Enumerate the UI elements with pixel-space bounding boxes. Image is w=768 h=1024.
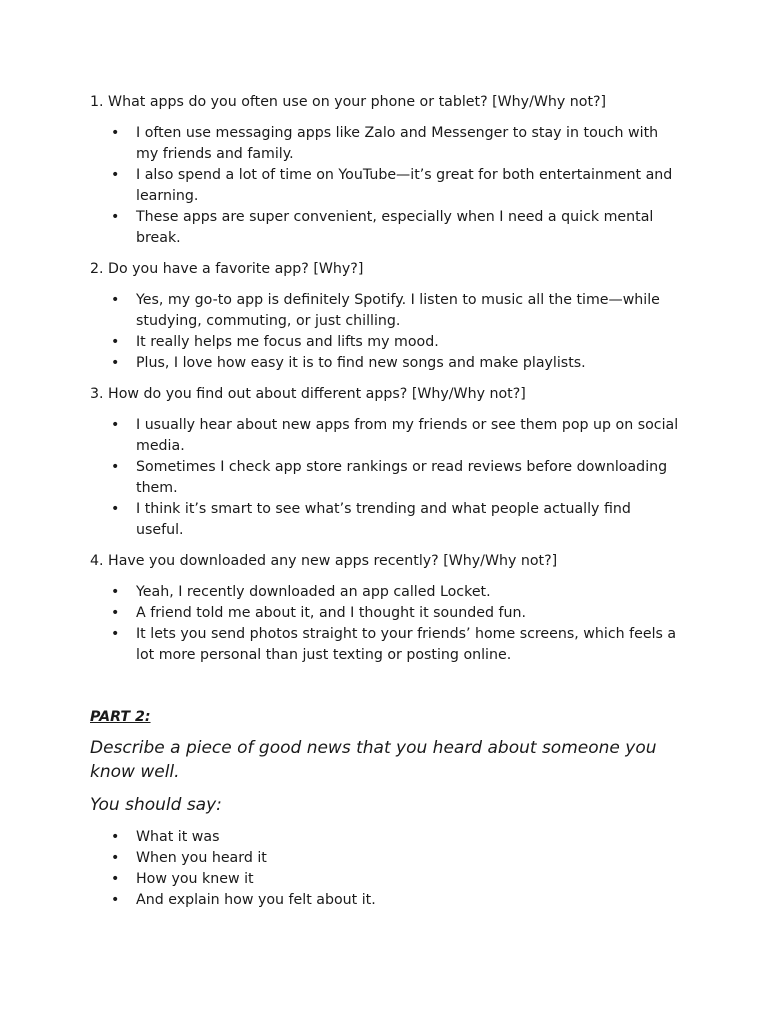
list-item	[90, 290, 682, 332]
answer-text: I think it’s smart to see what’s trending and what people actually find useful.	[136, 501, 631, 538]
answer-text: I often use messaging apps like Zalo and Messenger to stay in touch with my friends and family.	[136, 125, 659, 162]
bullet-icon: •	[111, 334, 120, 350]
question-block	[90, 384, 682, 541]
bullet-icon: •	[111, 292, 120, 308]
list-item	[90, 353, 682, 374]
part2-heading: PART 2:	[90, 709, 151, 725]
bullet-icon: •	[111, 626, 120, 642]
answer-text: I usually hear about new apps from my friends or see them pop up on social media.	[136, 417, 679, 454]
answer-list	[90, 415, 682, 541]
list-item	[90, 624, 682, 666]
answer-text: Sometimes I check app store rankings or read reviews before downloading them.	[136, 459, 668, 496]
cue-card-title: Describe a piece of good news that you heard about someone you know well.	[90, 738, 657, 782]
question-1: 1. What apps do you often use on your phone or tablet? [Why/Why not?]	[90, 94, 607, 110]
bullet-icon: •	[111, 209, 120, 225]
question-2: 2. Do you have a favorite app? [Why?]	[90, 261, 364, 277]
answer-list	[90, 582, 682, 666]
list-item	[90, 165, 682, 207]
bullet-icon: •	[111, 167, 120, 183]
list-item	[90, 890, 682, 911]
answer-text: I also spend a lot of time on YouTube—it’s great for both entertainment and learning.	[136, 167, 673, 204]
list-item	[90, 582, 682, 603]
list-item	[90, 603, 682, 624]
bullet-icon: •	[111, 501, 120, 517]
answer-text: These apps are super convenient, especially when I need a quick mental break.	[136, 209, 654, 246]
list-item	[90, 123, 682, 165]
question-4: 4. Have you downloaded any new apps recently? [Why/Why not?]	[90, 553, 558, 569]
list-item	[90, 827, 682, 848]
list-item	[90, 332, 682, 353]
cue-point-text: How you knew it	[136, 871, 254, 887]
bullet-icon: •	[111, 584, 120, 600]
bullet-icon: •	[111, 829, 120, 845]
cue-point-text: What it was	[136, 829, 220, 845]
bullet-icon: •	[111, 605, 120, 621]
answer-list	[90, 290, 682, 374]
list-item	[90, 869, 682, 890]
question-block	[90, 92, 682, 249]
cue-point-text: And explain how you felt about it.	[136, 892, 376, 908]
list-item	[90, 848, 682, 869]
answer-text: A friend told me about it, and I thought it sounded fun.	[136, 605, 526, 621]
bullet-icon: •	[111, 850, 120, 866]
cue-card-subheading: You should say:	[90, 795, 222, 815]
list-item	[90, 415, 682, 457]
bullet-icon: •	[111, 355, 120, 371]
list-item	[90, 499, 682, 541]
bullet-icon: •	[111, 459, 120, 475]
part2-section	[90, 707, 682, 911]
answer-list	[90, 123, 682, 249]
bullet-icon: •	[111, 417, 120, 433]
answer-text: Yeah, I recently downloaded an app called Locket.	[136, 584, 491, 600]
bullet-icon: •	[111, 892, 120, 908]
cue-point-list	[90, 827, 682, 911]
answer-text: Yes, my go-to app is definitely Spotify. I listen to music all the time—while studying, commuting, or just chilling.	[136, 292, 660, 329]
question-block	[90, 551, 682, 666]
bullet-icon: •	[111, 871, 120, 887]
answer-text: It lets you send photos straight to your friends’ home screens, which feels a lot more personal than just texting or posting online.	[136, 626, 677, 663]
list-item	[90, 457, 682, 499]
list-item	[90, 207, 682, 249]
answer-text: Plus, I love how easy it is to find new songs and make playlists.	[136, 355, 586, 371]
cue-point-text: When you heard it	[136, 850, 267, 866]
question-block	[90, 259, 682, 374]
bullet-icon: •	[111, 125, 120, 141]
question-3: 3. How do you find out about different apps? [Why/Why not?]	[90, 386, 526, 402]
answer-text: It really helps me focus and lifts my mood.	[136, 334, 439, 350]
